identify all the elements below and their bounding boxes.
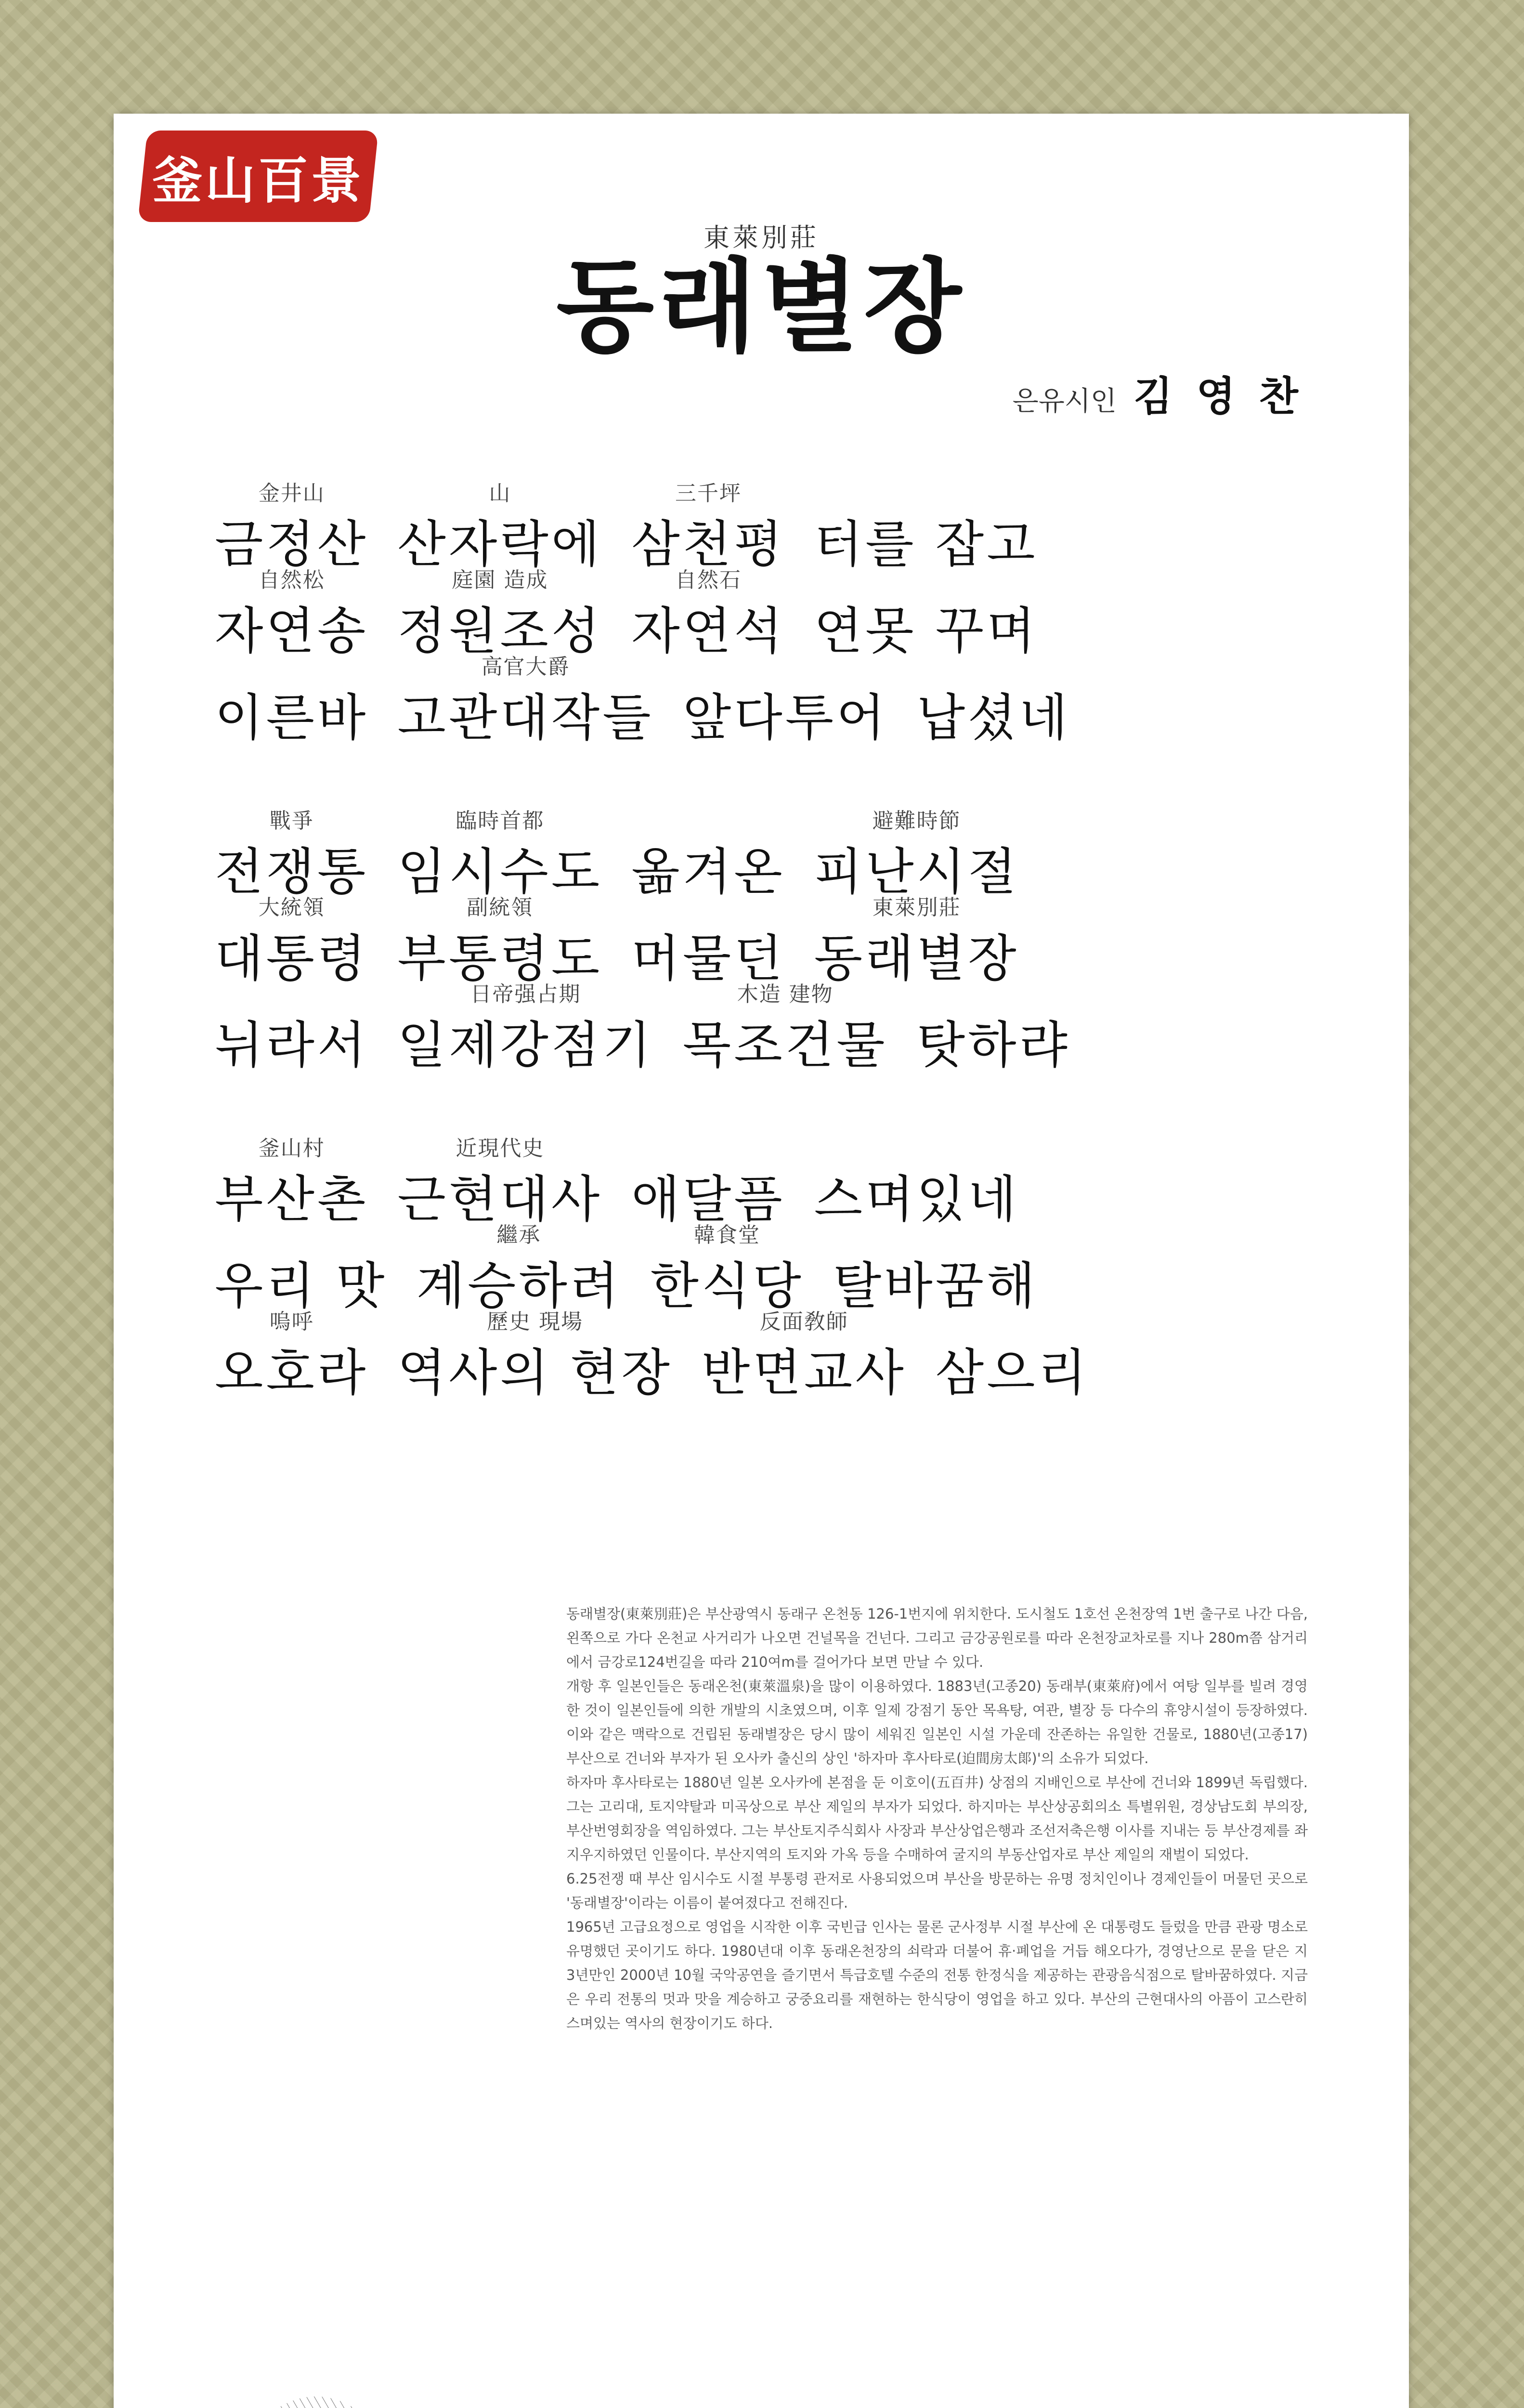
poem-phrase	[397, 563, 602, 663]
poem-phrase	[215, 1131, 368, 1231]
poem-word: 금정산	[215, 515, 369, 574]
poem-word: 삼천평	[631, 515, 785, 574]
poem-word: 한식당	[650, 1256, 804, 1315]
poem-word: 옮겨온	[631, 842, 785, 901]
hanja-annotation: 山	[489, 481, 511, 506]
poem-word: 뉘라서	[215, 1016, 369, 1074]
hanja-annotation: 繼承	[496, 1223, 541, 1247]
poem-word: 우리 맛	[215, 1256, 388, 1315]
poem-phrase	[397, 803, 602, 903]
hanja-annotation: 自然石	[675, 568, 742, 592]
poem-word: 탓하랴	[916, 1016, 1070, 1074]
hanja-annotation: 東萊別莊	[872, 895, 961, 920]
hanja-annotation: 近現代史	[456, 1136, 545, 1161]
poem-phrase	[397, 1131, 602, 1231]
poem-line	[215, 1309, 1322, 1404]
poem-word: 스며있네	[814, 1170, 1019, 1229]
poem-phrase	[215, 563, 368, 663]
poem-phrase	[397, 977, 653, 1077]
hanja-annotation: 三千坪	[675, 481, 742, 506]
poem-phrase	[917, 649, 1070, 749]
poem-word: 반면교사	[701, 1343, 907, 1402]
poem-stanza	[215, 1136, 1322, 1404]
poem-phrase	[683, 977, 888, 1077]
poem-word: 피난시절	[814, 842, 1019, 901]
hanja-annotation: 歷史 現場	[487, 1309, 584, 1334]
poem-word: 정원조성	[397, 602, 603, 660]
poem-phrase	[702, 1304, 907, 1404]
hanja-annotation: 避難時節	[872, 809, 961, 833]
dongnae-villa-illustration	[114, 2319, 1409, 2408]
poem-phrase	[397, 890, 602, 990]
poem-word: 오호라	[215, 1343, 369, 1402]
author-role: 은유시인	[1012, 386, 1117, 417]
poem-phrase	[814, 563, 1038, 663]
tree-cluster-left	[114, 2396, 422, 2408]
description-paragraph: 하자마 후사타로는 1880년 일본 오사카에 본점을 둔 이호이(五百井) 상점의 지배인으로 부산에 건너와 1899년 독립했다. 그는 고리대, 토지약탈과 미곡상으로 부산 제일의 부자가 되었다. 하지마는 부산상공회의소 특별위원, 경상남도회 부의장, 부산번영회장을 역임하였다. 그는 부산토지주식회사 사장과 부산상업은행과 조선저축은행 이사를 지내는 등 부산경제를 좌지우지하였던 인물이다. 부산지역의 토지와 가옥 등을 수매하여 굴지의 부동산업자로 부산 제일의 재벌이 되었다.	[566, 1774, 1308, 1863]
description-paragraph: 동래별장(東萊別莊)은 부산광역시 동래구 온천동 126-1번지에 위치한다. 도시철도 1호선 온천장역 1번 출구로 나간 다음, 왼쪽으로 가다 온천교 사거리가 나오면 건널목을 건넌다. 그리고 금강공원로를 따라 온천장교차로를 지나 280m쯤 삼거리에서 금강로124번길을 따라 210여m를 걸어가다 보면 만날 수 있다.	[566, 1606, 1308, 1670]
description-text	[566, 1602, 1308, 2035]
poem-word: 계승하려	[416, 1256, 622, 1315]
hanja-annotation: 嗚呼	[269, 1309, 314, 1334]
title-hanja: 東萊別莊	[703, 222, 819, 253]
author-byline	[1013, 364, 1303, 422]
hanja-annotation: 戰爭	[269, 809, 314, 833]
logo-text: 釜山百景	[152, 151, 364, 210]
hanja-annotation: 日帝强占期	[470, 982, 581, 1007]
poem	[215, 481, 1322, 1472]
poem-phrase	[631, 803, 785, 903]
poem-word: 대통령	[215, 929, 369, 988]
poem-phrase	[215, 1217, 387, 1318]
poem-word: 앞다투어	[682, 688, 888, 747]
poem-phrase	[397, 649, 653, 749]
page-title: 동래별장	[556, 248, 966, 366]
author-name: 김 영 찬	[1133, 373, 1303, 420]
poem-word: 연못 꾸며	[814, 602, 1038, 660]
hanja-annotation: 高官大爵	[481, 654, 570, 679]
poem-word: 산자락에	[397, 515, 603, 574]
poem-phrase	[814, 890, 1019, 990]
hanja-annotation: 自然松	[258, 568, 325, 592]
poem-word: 전쟁통	[215, 842, 369, 901]
poem-line	[215, 654, 1322, 749]
poem-phrase	[215, 803, 368, 903]
poem-word: 동래별장	[814, 929, 1019, 988]
poem-phrase	[833, 1217, 1038, 1318]
hanja-annotation: 大統領	[258, 895, 325, 920]
poem-phrase	[683, 649, 888, 749]
poem-phrase	[936, 1304, 1089, 1404]
hanja-annotation: 庭園 造成	[452, 568, 548, 592]
poem-word: 삼으리	[935, 1343, 1090, 1402]
hanja-annotation: 韓食堂	[694, 1223, 761, 1247]
poem-phrase	[814, 1131, 1019, 1231]
poem-phrase	[631, 890, 785, 990]
poem-phrase	[814, 476, 1038, 576]
poem-word: 애달픔	[631, 1170, 785, 1229]
poem-word: 고관대작들	[397, 688, 654, 747]
poster-paper	[114, 114, 1409, 2408]
poem-word: 부산촌	[215, 1170, 369, 1229]
poem-phrase	[215, 890, 368, 990]
poem-word: 자연송	[215, 602, 369, 660]
poem-phrase	[215, 977, 368, 1077]
poem-word: 납셨네	[916, 688, 1070, 747]
description-paragraph: 1965년 고급요정으로 영업을 시작한 이후 국빈급 인사는 물론 군사정부 시절 부산에 온 대통령도 들렀을 만큼 관광 명소로 유명했던 곳이기도 하다. 1980년대 이후 동래온천장의 쇠락과 더불어 휴·폐업을 거듭 해오다가, 경영난으로 문을 닫은 지 3년만인 2000년 10월 국악공연을 즐기면서 특급호텔 수준의 전통 한정식을 제공하는 관광음식점으로 탈바꿈하였다. 지금은 우리 전통의 멋과 맛을 계승하고 궁중요리를 재현하는 한식당이 영업을 하고 있다. 부산의 근현대사의 아픔이 고스란히 스며있는 역사의 현장이기도 하다.	[566, 1919, 1308, 2031]
poem-word: 근현대사	[397, 1170, 603, 1229]
poem-phrase	[917, 977, 1070, 1077]
poem-word: 탈바꿈해	[833, 1256, 1038, 1315]
poem-word: 일제강점기	[397, 1016, 654, 1074]
poem-word: 역사의 현장	[397, 1343, 673, 1402]
hanja-annotation: 釜山村	[258, 1136, 325, 1161]
title-block	[114, 217, 1409, 366]
poem-phrase	[416, 1217, 621, 1318]
hanja-annotation: 木造 建物	[737, 982, 834, 1007]
busan-100-scenery-logo	[138, 131, 378, 222]
poem-phrase	[650, 1217, 804, 1318]
poem-phrase	[397, 476, 602, 576]
poem-word: 터를 잡고	[814, 515, 1038, 574]
poem-phrase	[215, 476, 368, 576]
poem-phrase	[397, 1304, 672, 1404]
poem-line	[215, 982, 1322, 1077]
poem-word: 목조건물	[682, 1016, 888, 1074]
poem-word: 자연석	[631, 602, 785, 660]
hanja-annotation: 臨時首都	[456, 809, 545, 833]
description-paragraph: 개항 후 일본인들은 동래온천(東萊溫泉)을 많이 이용하였다. 1883년(고종20) 동래부(東萊府)에서 여탕 일부를 빌려 경영한 것이 일본인들에 의한 개발의 시초였으며, 이후 일제 강점기 동안 목욕탕, 여관, 별장 등 다수의 휴양시설이 등장하였다. 이와 같은 맥락으로 건립된 동래별장은 당시 많이 세워진 일본인 시설 가운데 잔존하는 유일한 건물로, 1880년(고종17) 부산으로 건너와 부자가 된 오사카 출신의 상인 '하자마 후사타로(迫間房太郞)'의 소유가 되었다.	[566, 1678, 1308, 1767]
hanja-annotation: 副統領	[467, 895, 534, 920]
poem-phrase	[215, 1304, 368, 1404]
poem-word: 머물던	[631, 929, 785, 988]
poem-phrase	[814, 803, 1019, 903]
poem-phrase	[631, 1131, 785, 1231]
hanja-annotation: 反面敎師	[759, 1309, 848, 1334]
poem-stanza	[215, 481, 1322, 749]
poem-word: 이른바	[215, 688, 369, 747]
hanja-annotation: 金井山	[258, 481, 325, 506]
poem-phrase	[215, 649, 368, 749]
description-paragraph: 6.25전쟁 때 부산 임시수도 시절 부통령 관저로 사용되었으며 부산을 방문하는 유명 정치인이나 경제인들이 머물던 곳으로 '동래별장'이라는 이름이 붙여졌다고 전해진다.	[566, 1871, 1308, 1911]
poem-phrase	[631, 563, 785, 663]
poem-word: 부통령도	[397, 929, 603, 988]
poem-stanza	[215, 809, 1322, 1077]
poem-phrase	[631, 476, 785, 576]
poem-word: 임시수도	[397, 842, 603, 901]
